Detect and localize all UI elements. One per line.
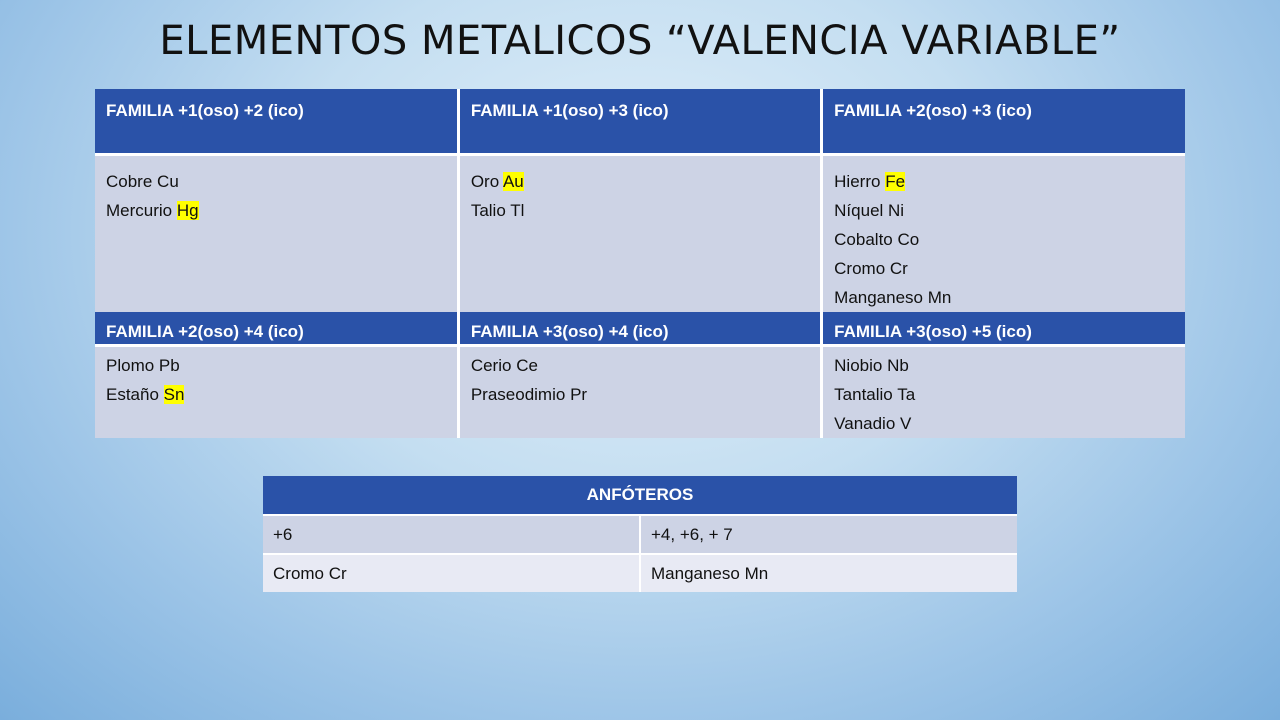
family-header: FAMILIA +2(oso) +3 (ico) bbox=[822, 89, 1185, 155]
element-symbol: Tl bbox=[510, 201, 525, 220]
amphoteric-element-row bbox=[263, 554, 1017, 592]
family-header: FAMILIA +2(oso) +4 (ico) bbox=[95, 312, 458, 346]
element-symbol: Cr bbox=[889, 259, 908, 278]
element-symbol: Co bbox=[897, 230, 920, 249]
element-symbol: Ni bbox=[888, 201, 905, 220]
families-header-row-1 bbox=[95, 89, 1185, 155]
amphoteric-table bbox=[263, 476, 1017, 592]
element-name: Estaño bbox=[106, 385, 159, 404]
element-entry bbox=[834, 409, 1185, 438]
families-table bbox=[95, 89, 1185, 438]
amphoteric-header-row bbox=[263, 476, 1017, 515]
amphoteric-header: ANFÓTEROS bbox=[263, 476, 1017, 515]
element-entry bbox=[106, 351, 457, 380]
element-entry bbox=[471, 380, 820, 409]
families-header-row-2 bbox=[95, 312, 1185, 346]
element-list-cell bbox=[458, 346, 821, 439]
family-header: FAMILIA +1(oso) +2 (ico) bbox=[95, 89, 458, 155]
element-name: Praseodimio bbox=[470, 385, 566, 404]
element-name: Mercurio bbox=[106, 201, 173, 220]
element-symbol: Nb bbox=[887, 356, 909, 375]
element-entry bbox=[834, 283, 1185, 312]
element-name: Cromo bbox=[834, 259, 886, 278]
element-name: Níquel bbox=[834, 201, 884, 220]
element-symbol-highlighted: Au bbox=[502, 172, 524, 191]
element-symbol-highlighted: Sn bbox=[163, 385, 185, 404]
element-symbol: V bbox=[900, 414, 912, 433]
valence-cell: +6 bbox=[263, 515, 640, 554]
element-symbol: Cu bbox=[157, 172, 179, 191]
element-name: Cobre bbox=[106, 172, 153, 191]
element-entry bbox=[106, 167, 457, 196]
element-entry bbox=[834, 196, 1185, 225]
element-symbol: Pr bbox=[570, 385, 588, 404]
element-name: Hierro bbox=[834, 172, 881, 191]
element-entry bbox=[471, 167, 820, 196]
element-name: Niobio bbox=[834, 356, 883, 375]
slide-title: ELEMENTOS METALICOS “VALENCIA VARIABLE” bbox=[159, 18, 1121, 64]
element-list-cell bbox=[95, 346, 458, 439]
element-cell: Manganeso Mn bbox=[640, 554, 1017, 592]
element-entry bbox=[106, 196, 457, 225]
element-symbol: Mn bbox=[927, 288, 952, 307]
families-body-row-1 bbox=[95, 155, 1185, 313]
element-name: Tantalio bbox=[834, 385, 893, 404]
element-list-cell bbox=[822, 346, 1185, 439]
element-entry bbox=[834, 351, 1185, 380]
element-entry bbox=[471, 196, 820, 225]
amphoteric-valence-row bbox=[263, 515, 1017, 554]
element-symbol: Ce bbox=[516, 356, 538, 375]
families-body-row-2 bbox=[95, 346, 1185, 439]
element-name: Manganeso bbox=[834, 288, 923, 307]
element-cell: Cromo Cr bbox=[263, 554, 640, 592]
element-entry bbox=[834, 380, 1185, 409]
family-header: FAMILIA +1(oso) +3 (ico) bbox=[458, 89, 821, 155]
element-name: Oro bbox=[470, 172, 500, 191]
element-symbol: Ta bbox=[897, 385, 916, 404]
element-name: Vanadio bbox=[834, 414, 896, 433]
element-name: Cerio bbox=[470, 356, 512, 375]
family-header: FAMILIA +3(oso) +4 (ico) bbox=[458, 312, 821, 346]
element-symbol-highlighted: Hg bbox=[176, 201, 199, 220]
element-entry bbox=[834, 225, 1185, 254]
element-name: Talio bbox=[470, 201, 506, 220]
element-symbol: Pb bbox=[158, 356, 180, 375]
element-name: Plomo bbox=[106, 356, 155, 375]
family-header: FAMILIA +3(oso) +5 (ico) bbox=[822, 312, 1185, 346]
element-entry bbox=[106, 380, 457, 409]
element-entry bbox=[834, 254, 1185, 283]
element-symbol-highlighted: Fe bbox=[885, 172, 906, 191]
valence-cell: +4, +6, + 7 bbox=[640, 515, 1017, 554]
element-name: Cobalto bbox=[834, 230, 893, 249]
element-list-cell bbox=[458, 155, 821, 313]
element-list-cell bbox=[95, 155, 458, 313]
element-entry bbox=[834, 167, 1185, 196]
element-list-cell bbox=[822, 155, 1185, 313]
element-entry bbox=[471, 351, 820, 380]
